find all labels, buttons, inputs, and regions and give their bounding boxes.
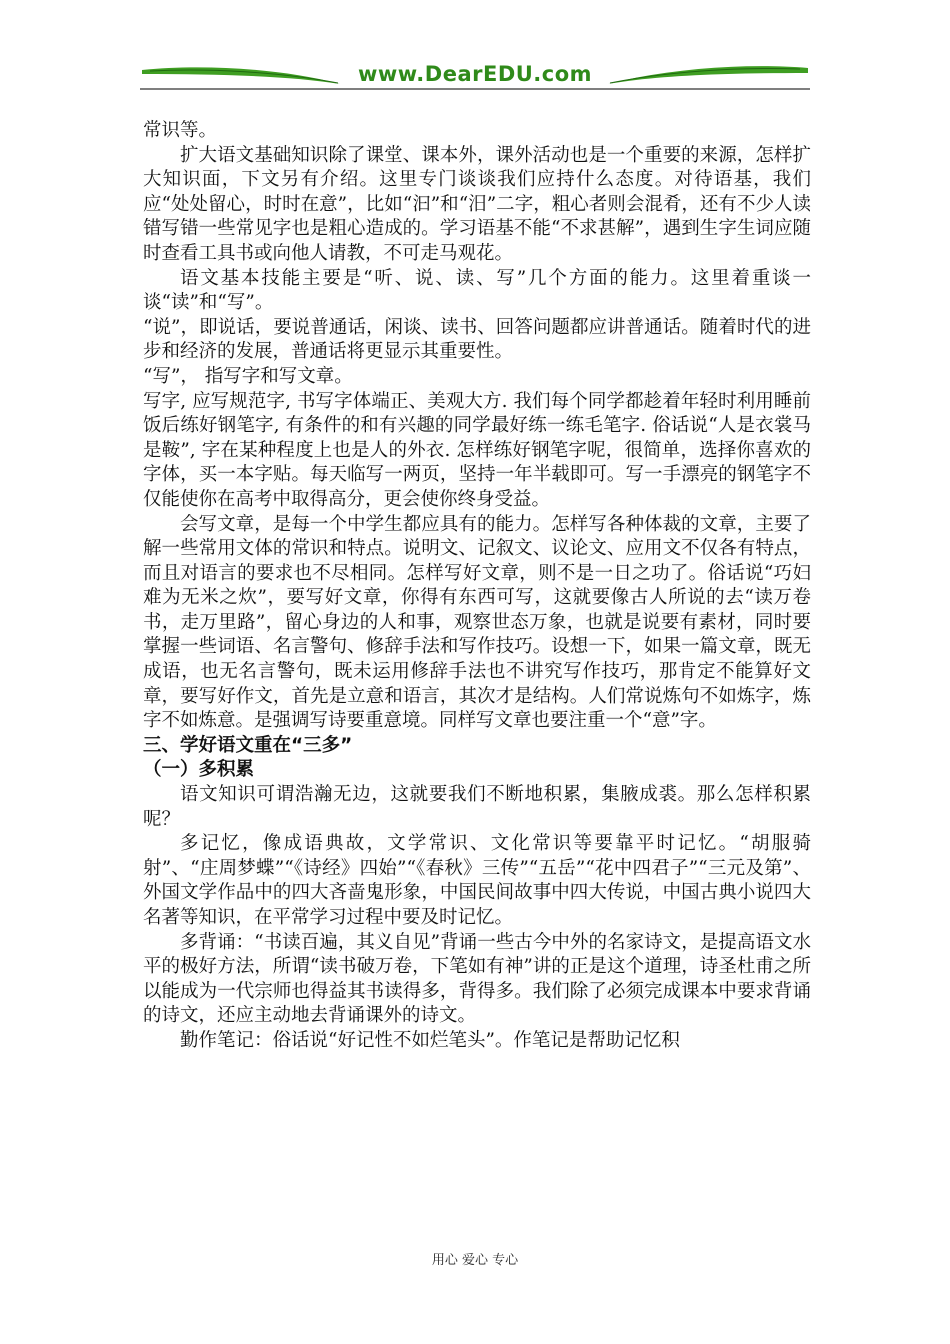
body-paragraph: 语文知识可谓浩瀚无边，这就要我们不断地积累，集腋成裘。那么怎样积累呢？: [143, 784, 811, 830]
body-paragraph: 勤作笔记：俗话说“好记性不如烂笔头”。作笔记是帮助记忆积: [180, 1029, 680, 1051]
page-header: [140, 58, 810, 98]
body-paragraph: 多背诵：“书读百遍，其义自见”背诵一些古今中外的名家诗文，是提高语文水平的极好方法，所谓“读书破万卷，下笔如有神”讲的正是这个道理，诗圣杜甫之所以能成为一代宗师也得益其书读得多，背得多。我们除了必须完成课本中要求背诵的诗文，还应主动地去背诵课外的诗文。: [143, 931, 811, 1027]
body-paragraph: “说”，即说话，要说普通话，闲谈、读书、回答问题都应讲普通话。随着时代的进步和经济的发展，普通话将更显示其重要性。: [143, 316, 811, 363]
body-paragraph: 多记忆，像成语典故，文学常识、文化常识等要靠平时记忆。“胡服骑射”、“庄周梦蝶”“《诗经》四始”“《春秋》三传”“五岳”“花中四君子”“三元及第”、外国文学作品中的四大吝啬鬼形象，中国民间故事中四大传说，中国古典小说四大名著等知识，在平常学习过程中要及时记忆。: [143, 833, 811, 928]
section-heading: 三、学好语文重在“三多”: [143, 734, 353, 756]
body-paragraph: 常识等。: [143, 120, 218, 141]
body-paragraph: 会写文章，是每一个中学生都应具有的能力。怎样写各种体裁的文章，主要了解一些常用文体的常识和特点。说明文、记叙文、议论文、应用文不仅各有特点，而且对语言的要求也不尽相同。怎样写好文章，则不是一日之功了。俗话说“巧妇难为无米之炊”，要写好文章，你得有东西可写，这就要像古人所说的去“读万卷书，走万里路”，留心身边的人和事，观察世态万象，也就是说要有素材，同时要掌握一些词语、名言警句、修辞手法和写作技巧。设想一下，如果一篇文章，既无成语，也无名言警句，既未运用修辞手法也不讲究写作技巧，那肯定不能算好文章，要写好作文，首先是立意和语言，其次才是结构。人们常说炼句不如炼字，炼字不如炼意。是强调写诗要重意境。同样写文章也要注重一个“意”字。: [143, 513, 811, 732]
site-logo-text: www.DearEDU.com: [357, 62, 593, 86]
body-paragraph: 扩大语文基础知识除了课堂、课本外，课外活动也是一个重要的来源，怎样扩大知识面，下文另有介绍。这里专门谈谈我们应持什么态度。对待语基，我们应“处处留心，时时在意”，比如“汩”和“汨”二字，粗心者则会混肴，还有不少人读错写错一些常见字也是粗心造成的。学习语基不能“不求甚解”，遇到生字生词应随时查看工具书或向他人请教，不可走马观花。: [143, 144, 811, 264]
body-paragraph: 写字, 应写规范字, 书写字体端正、美观大方. 我们每个同学都趁着年轻时利用睡前饭后练好钢笔字, 有条件的和有兴趣的同学最好练一练毛笔字. 俗话说“人是衣裳马是鞍”, 字在某种程度上也是人的外衣. 怎样练好钢笔字呢，很简单，选择你喜欢的字体，买一本字贴。每天临写一两页，坚持一年半载即可。写一手漂亮的钢笔字不仅能使你在高考中取得高分，更会使你终身受益。: [143, 390, 811, 510]
body-paragraph: “写”， 指写字和写文章。: [143, 365, 353, 387]
section-heading: （一）多积累: [143, 759, 255, 781]
body-paragraph: 语文基本技能主要是“听、说、读、写”几个方面的能力。这里着重谈一谈“读”和“写”。: [143, 267, 811, 314]
page-footer: 用心 爱心 专心: [431, 1253, 519, 1268]
document-body: [143, 119, 811, 1054]
